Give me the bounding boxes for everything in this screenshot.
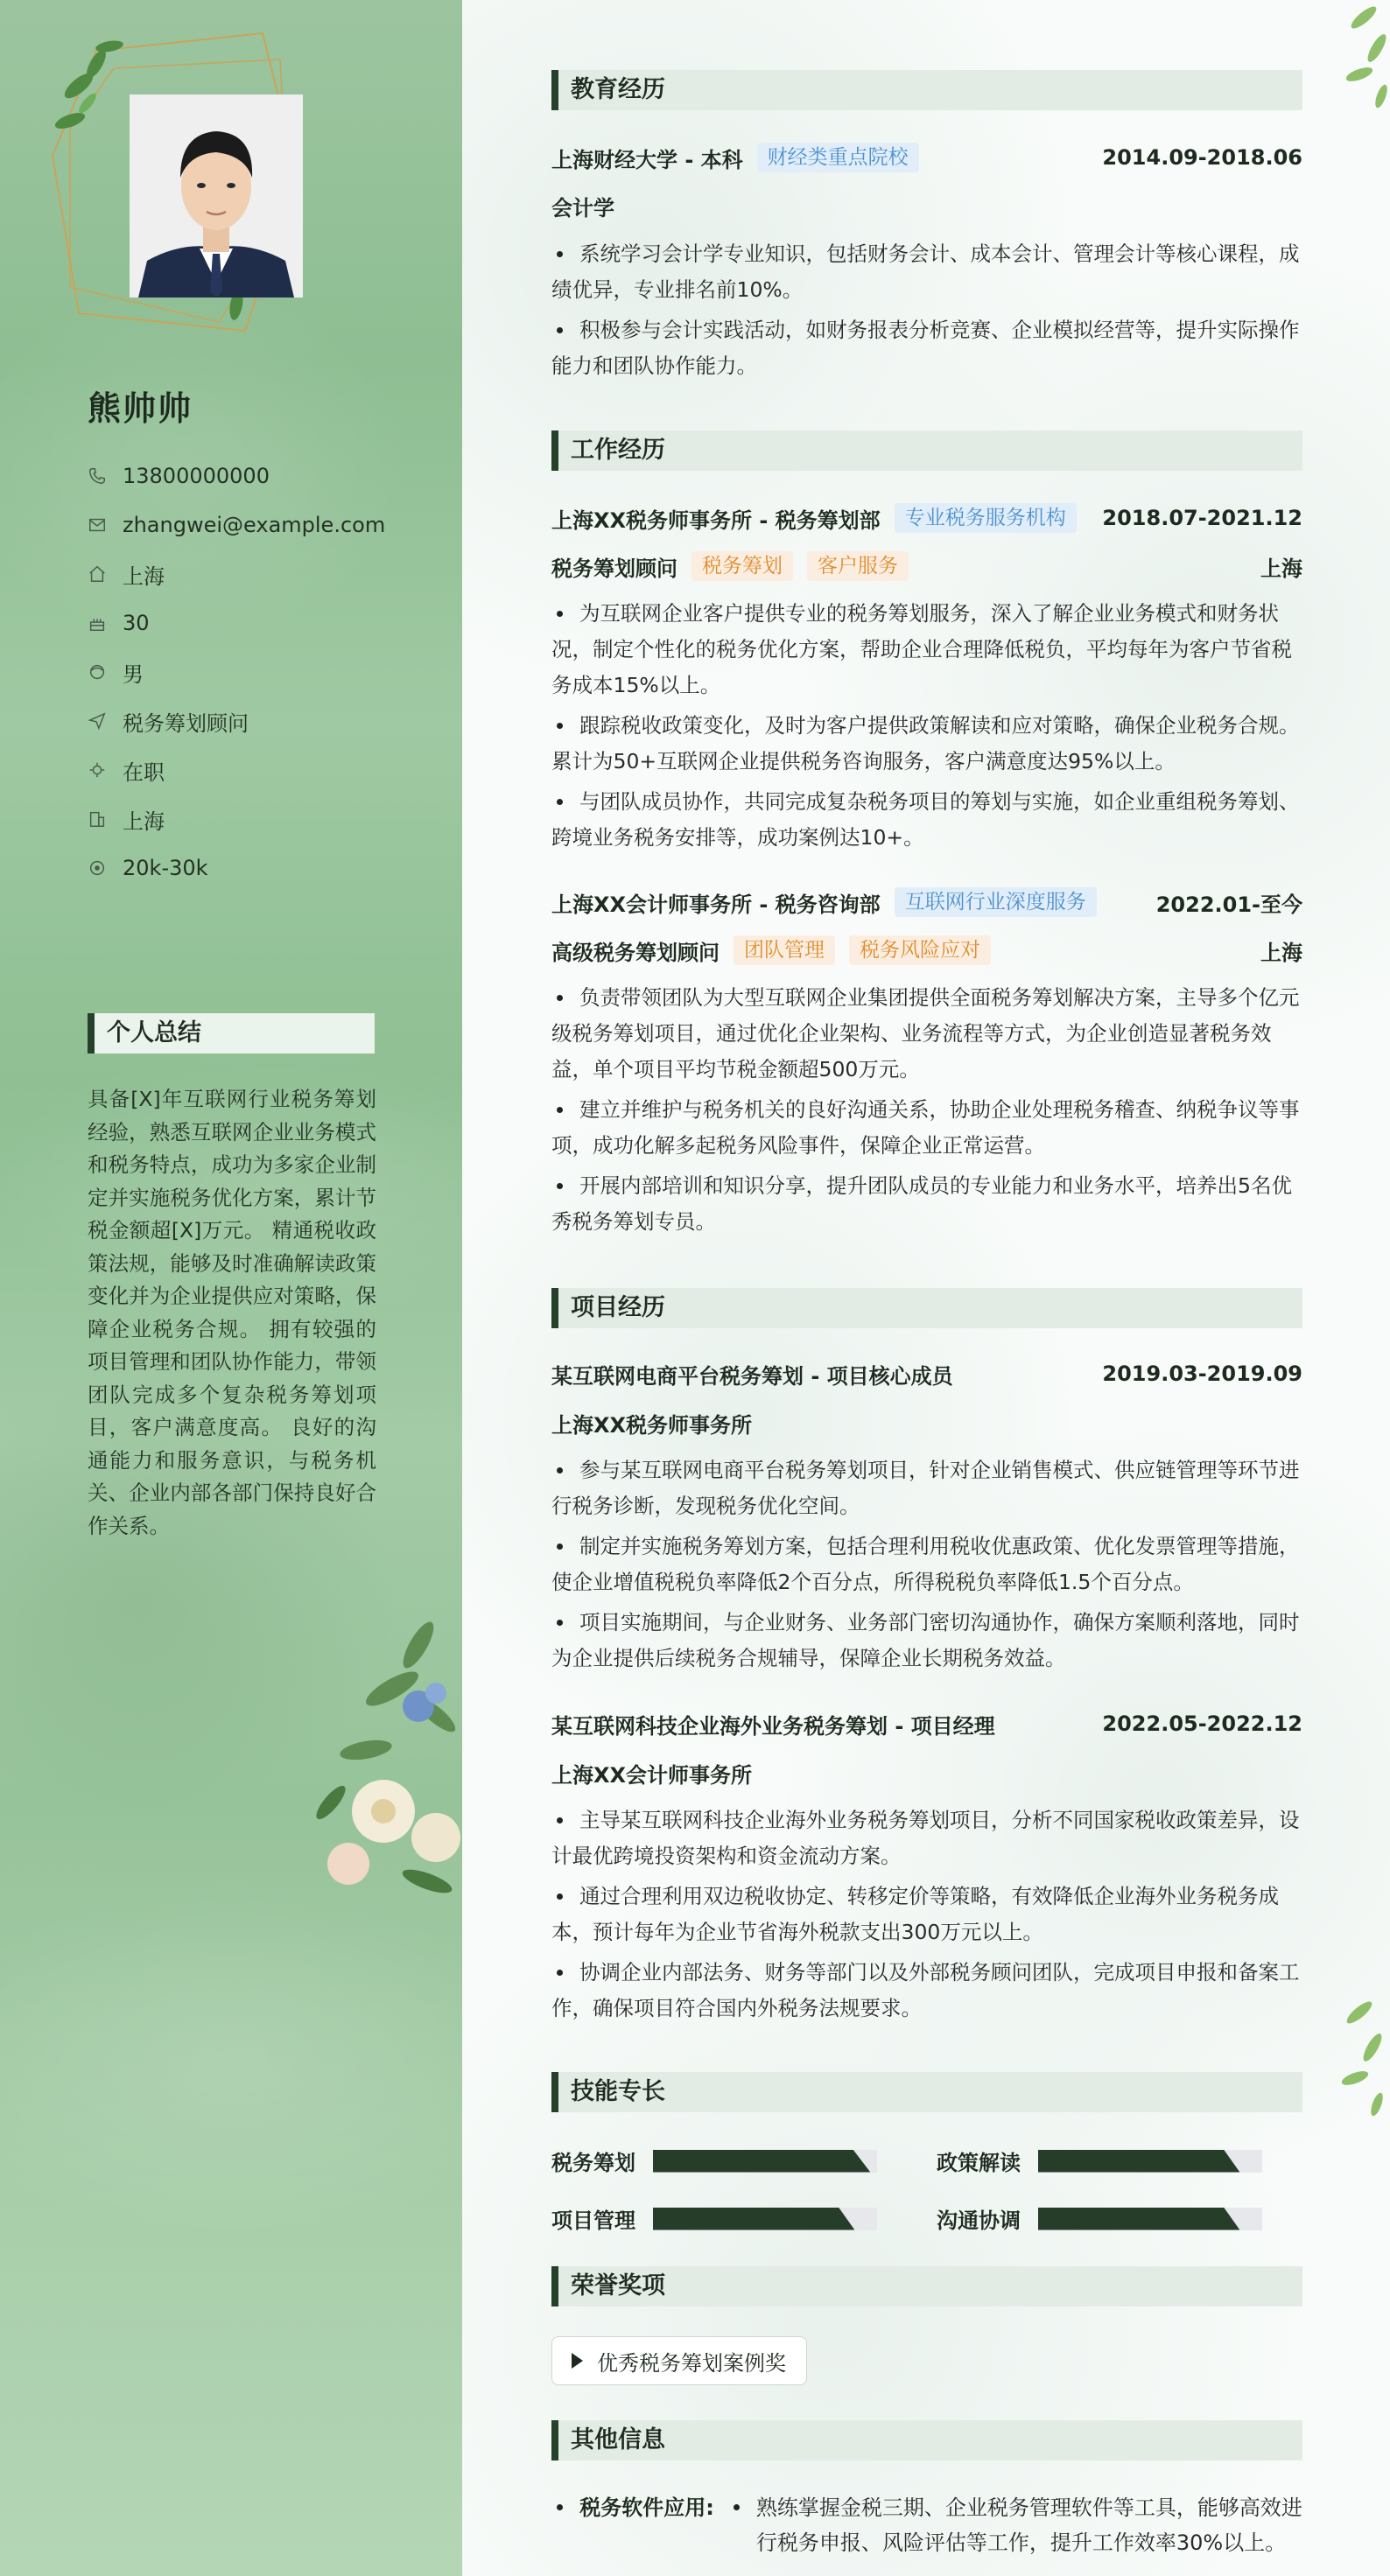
project-bullets — [551, 1452, 1302, 1681]
other-info — [551, 2490, 1304, 2560]
location-text: 上海 — [123, 564, 165, 589]
mail-icon — [88, 515, 107, 535]
job-row — [551, 500, 1302, 536]
school-tag: 财经类重点院校 — [757, 143, 919, 172]
projects-heading: 项目经历 — [551, 1288, 1302, 1328]
education-bullets — [551, 236, 1302, 388]
bullet-icon — [551, 2490, 579, 2560]
project-row — [551, 1706, 1302, 1741]
skill-item — [937, 2146, 1262, 2176]
job-bullets — [551, 980, 1302, 1244]
education-date: 2014.09-2018.06 — [1102, 145, 1302, 170]
work-heading: 工作经历 — [551, 430, 1302, 471]
city-text: 上海 — [123, 808, 165, 834]
company-name: 上海XX税务师事务所 - 税务筹划部 — [551, 508, 881, 533]
gender-text: 男 — [123, 662, 144, 687]
award-name: 优秀税务筹划案例奖 — [597, 2350, 786, 2376]
role-title: 税务筹划顾问 — [551, 556, 677, 581]
school-name: 上海财经大学 - 本科 — [551, 147, 743, 172]
skill-name: 政策解读 — [937, 2151, 1021, 2175]
info-gender — [88, 648, 385, 696]
company-tag: 互联网行业深度服务 — [895, 887, 1097, 917]
info-salary — [88, 844, 385, 892]
skill-tag: 团队管理 — [734, 935, 835, 965]
project-name: 某互联网电商平台税务筹划 - 项目核心成员 — [551, 1363, 953, 1389]
salary-icon — [88, 858, 107, 878]
company-name: 上海XX会计师事务所 - 税务咨询部 — [551, 892, 881, 917]
job-date: 2022.01-至今 — [1155, 892, 1302, 917]
list-item: 通过合理利用双边税收协定、转移定价等策略，有效降低企业海外业务税务成本，预计每年为企业节省海外税款支出300万元以上。 — [551, 1879, 1302, 1950]
job-row — [551, 885, 1302, 920]
job-bullets — [551, 596, 1302, 860]
skill-bar-fill — [653, 2150, 870, 2173]
info-email — [88, 500, 385, 550]
other-item — [551, 2490, 1304, 2560]
flower-decoration-icon — [313, 1610, 462, 1908]
other-label: 税务软件应用: — [579, 2496, 714, 2520]
project-bullets — [551, 1802, 1302, 2031]
list-item: 开展内部培训和知识分享，提升团队成员的专业能力和业务水平，培养出5名优秀税务筹划专员。 — [551, 1168, 1302, 1240]
project-org: 上海XX税务师事务所 — [551, 1412, 753, 1438]
list-item: 为互联网企业客户提供专业的税务筹划服务，深入了解企业业务模式和财务状况，制定个性化的税务优化方案，帮助企业合理降低税负，平均每年为客户节省税务成本15%以上。 — [551, 596, 1302, 704]
skill-bar — [653, 2150, 877, 2173]
leaf-corner-icon — [1311, 0, 1390, 122]
education-heading: 教育经历 — [551, 70, 1302, 110]
other-text: 熟练掌握金税三期、企业税务管理软件等工具，能够高效进行税务申报、风险评估等工作，提升工作效率30%以上。 — [755, 2496, 1302, 2555]
skill-item — [937, 2203, 1262, 2234]
summary-heading: 个人总结 — [88, 1013, 375, 1054]
role-row — [551, 933, 1302, 968]
info-age — [88, 598, 385, 648]
info-city — [88, 794, 385, 844]
other-heading: 其他信息 — [551, 2420, 1302, 2460]
list-item: 跟踪税收政策变化，及时为客户提供政策解读和应对策略，确保企业税务合规。累计为50+互联网企业提供税务咨询服务，客户满意度达95%以上。 — [551, 708, 1302, 780]
list-item: 积极参与会计实践活动，如财务报表分析竞赛、企业模拟经营等，提升实际操作能力和团队协作能力。 — [551, 312, 1302, 384]
job-city: 上海 — [1260, 556, 1302, 581]
job-city: 上海 — [1260, 940, 1302, 965]
bullet-icon — [727, 2490, 756, 2560]
salary-text: 20k-30k — [123, 856, 208, 880]
list-item: 项目实施期间，与企业财务、业务部门密切沟通协作，确保方案顺利落地，同时为企业提供后续税务合规辅导，保障企业长期税务效益。 — [551, 1605, 1302, 1676]
skill-bar-fill — [1038, 2150, 1239, 2173]
role-title: 高级税务筹划顾问 — [551, 940, 720, 965]
skill-name: 税务筹划 — [551, 2151, 635, 2175]
age-icon — [88, 613, 107, 633]
major: 会计学 — [551, 195, 614, 220]
triangle-right-icon — [572, 2353, 583, 2369]
role-row — [551, 549, 1302, 584]
skill-item — [551, 2146, 877, 2176]
project-org: 上海XX会计师事务所 — [551, 1762, 753, 1788]
job-date: 2018.07-2021.12 — [1102, 506, 1302, 530]
job-text: 税务筹划顾问 — [123, 710, 249, 736]
phone-icon — [88, 466, 107, 486]
email-text: zhangwei@example.com — [123, 513, 386, 537]
summary-text: 具备[X]年互联网行业税务筹划经验，熟悉互联网企业业务模式和税务特点，成功为多家企业制定并实施税务优化方案，累计节税金额超[X]万元。 精通税收政策法规，能够及时准确解读政策变化并为企业提供应对策略，保障企业税务合规。 拥有较强的项目管理和团队协作能力，带领团队完成多个复杂税务筹划项目，客户满意度高。 良好的沟通能力和服务意识，与税务机关、企业内部各部门保持良好合作关系。 — [88, 1087, 376, 1538]
skill-item — [551, 2203, 877, 2234]
skill-name: 项目管理 — [551, 2208, 635, 2233]
sidebar — [0, 0, 462, 2576]
home-icon — [88, 564, 107, 584]
phone-text: 13800000000 — [123, 464, 270, 488]
status-icon — [88, 760, 107, 780]
candidate-name: 熊帅帅 — [88, 389, 193, 428]
info-job — [88, 696, 385, 746]
avatar — [130, 94, 303, 298]
list-item: 负责带领团队为大型互联网企业集团提供全面税务筹划解决方案，主导多个亿元级税务筹划项目，通过优化企业架构、业务流程等方式，为企业创造显著税务效益，单个项目平均节税金额超500万元。 — [551, 980, 1302, 1088]
building-icon — [88, 809, 107, 829]
photo-frame — [44, 24, 306, 348]
project-org-row — [551, 1405, 1302, 1440]
list-item: 与团队成员协作，共同完成复杂税务项目的筹划与实施，如企业重组税务筹划、跨境业务税务安排等，成功案例达10+。 — [551, 784, 1302, 856]
project-org-row — [551, 1755, 1302, 1790]
education-row — [551, 140, 1302, 175]
skill-name: 沟通协调 — [937, 2208, 1021, 2233]
list-item: 主导某互联网科技企业海外业务税务筹划项目，分析不同国家税收政策差异，设计最优跨境投资架构和资金流动方案。 — [551, 1802, 1302, 1874]
info-location — [88, 550, 385, 598]
list-item: 系统学习会计学专业知识，包括财务会计、成本会计、管理会计等核心课程，成绩优异，专业排名前10%。 — [551, 236, 1302, 308]
list-item: 制定并实施税务筹划方案，包括合理利用税收优惠政策、优化发票管理等措施，使企业增值税税负率降低2个百分点，所得税税负率降低1.5个百分点。 — [551, 1529, 1302, 1600]
info-status — [88, 746, 385, 794]
age-text: 30 — [123, 611, 150, 635]
company-tag: 专业税务服务机构 — [895, 503, 1077, 533]
leaf-corner-icon — [1311, 1986, 1390, 2126]
skill-bar — [1038, 2150, 1262, 2173]
skill-tag: 税务筹划 — [691, 551, 793, 581]
info-phone — [88, 452, 385, 500]
project-row — [551, 1356, 1302, 1391]
skills-heading: 技能专长 — [551, 2072, 1302, 2112]
major-row — [551, 188, 1302, 223]
project-date: 2019.03-2019.09 — [1102, 1362, 1302, 1386]
list-item: 协调企业内部法务、财务等部门以及外部税务顾问团队，完成项目申报和备案工作，确保项目符合国内外税务法规要求。 — [551, 1955, 1302, 2026]
project-date: 2022.05-2022.12 — [1102, 1712, 1302, 1736]
status-text: 在职 — [123, 760, 165, 785]
award-item — [551, 2336, 807, 2385]
honors-heading: 荣誉奖项 — [551, 2266, 1302, 2306]
skill-bar-fill — [1038, 2208, 1239, 2230]
project-name: 某互联网科技企业海外业务税务筹划 - 项目经理 — [551, 1713, 995, 1739]
skill-tag: 客户服务 — [807, 551, 909, 581]
skill-bar — [1038, 2208, 1262, 2230]
skill-bar-fill — [653, 2208, 854, 2230]
list-item: 建立并维护与税务机关的良好沟通关系，协助企业处理税务稽查、纳税争议等事项，成功化解多起税务风险事件，保障企业正常运营。 — [551, 1092, 1302, 1164]
contact-info — [88, 452, 385, 892]
gender-icon — [88, 662, 107, 682]
skill-bar — [653, 2208, 877, 2230]
skill-tag: 税务风险应对 — [849, 935, 991, 965]
send-icon — [88, 711, 107, 731]
list-item: 参与某互联网电商平台税务筹划项目，针对企业销售模式、供应链管理等环节进行税务诊断，发现税务优化空间。 — [551, 1452, 1302, 1524]
